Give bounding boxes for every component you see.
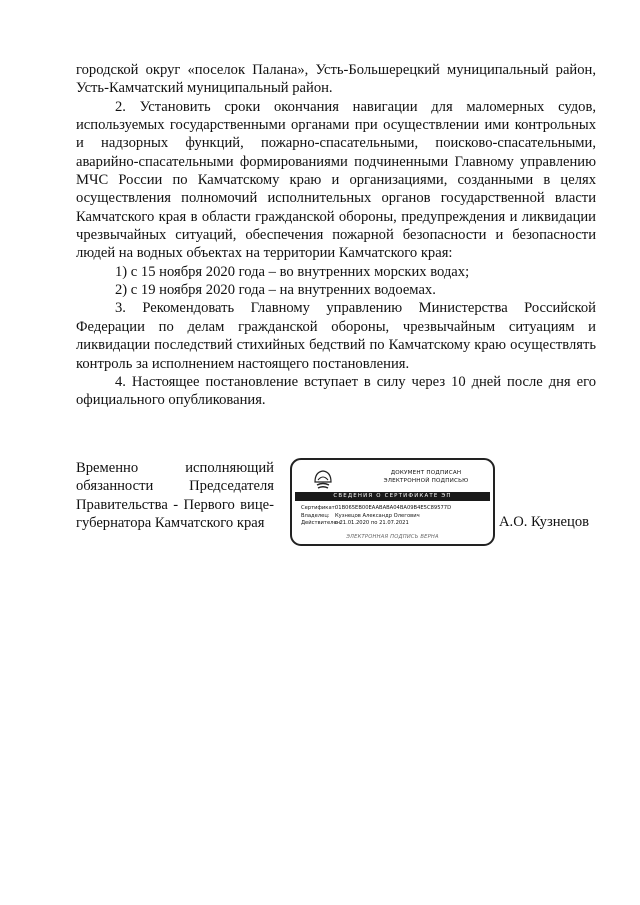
signatory-name: А.О. Кузнецов (499, 514, 590, 530)
paragraph-item-2: 2. Установить сроки окончания навигации для маломерных судов, используемых государственными органами при осуществлении ими контрольных и надзорных функций, пожарно-спасательными, поисково-спасательными, аварийно-спасательными формированиями подчиненными Главному управлению МЧС России по Камчатскому краю и организациями, созданными в целях осуществления полномочий исполнительных органов государственной власти Камчатского края в области гражданской обороны, предупреждения и ликвидации чрезвычайных ситуаций, обеспечения пожарной безопасности и безопасности людей на водных объектах на территории Камчатского края: (76, 98, 596, 262)
signatory-position-line: Правительства - Первого вице- (76, 496, 274, 513)
signatory-position-line: обязанности Председателя (76, 478, 274, 495)
stamp-row-certificate (301, 505, 451, 513)
stamp-row-validity (301, 520, 451, 528)
stamp-header-line: ЭЛЕКТРОННОЙ ПОДПИСЬЮ (383, 478, 469, 484)
paragraph-item-4: 4. Настоящее постановление вступает в силу через 10 дней после дня его официального опубликования. (76, 373, 596, 409)
stamp-header-line: ДОКУМЕНТ ПОДПИСАН (390, 470, 462, 476)
paragraph-subitem-2: 2) с 19 ноября 2020 года – на внутренних водоемах. (115, 282, 436, 299)
stamp-row-label: Сертификат: (301, 505, 337, 511)
stamp-footer: ЭЛЕКТРОННАЯ ПОДПИСЬ ВЕРНА (346, 534, 439, 540)
coat-of-arms-icon (312, 468, 334, 490)
stamp-row-value: с 21.01.2020 по 21.07.2021 (335, 520, 409, 527)
stamp-header (364, 469, 488, 485)
signatory-position (76, 459, 274, 532)
signatory-position-line: Временно исполняющий (76, 460, 274, 476)
stamp-row-value: 01B065EB00EAABABA04BA09B4E5C89577D (335, 505, 452, 511)
document-body (76, 61, 596, 410)
stamp-title-bar: СВЕДЕНИЯ О СЕРТИФИКАТЕ ЭП (295, 492, 490, 501)
stamp-row-value: Кузнецов Александр Олегович (335, 512, 420, 519)
stamp-details (301, 505, 451, 528)
signatory-position-line: губернатора Камчатского края (76, 515, 265, 532)
electronic-signature-stamp (290, 458, 495, 546)
paragraph-continuation: городской округ «поселок Палана», Усть-Большерецкий муниципальный район, Усть-Камчатский муниципальный район. (76, 62, 596, 97)
stamp-row-label: Действителен: (301, 520, 342, 527)
stamp-row-label: Владелец: (301, 512, 330, 519)
paragraph-subitem-1: 1) с 15 ноября 2020 года – во внутренних морских водах; (115, 263, 470, 280)
paragraph-item-3: 3. Рекомендовать Главному управлению Министерства Российской Федерации по делам гражданской обороны, чрезвычайным ситуациям и ликвидации последствий стихийных бедствий по Камчатскому краю осуществлять контроль за исполнением настоящего постановления. (76, 300, 596, 372)
